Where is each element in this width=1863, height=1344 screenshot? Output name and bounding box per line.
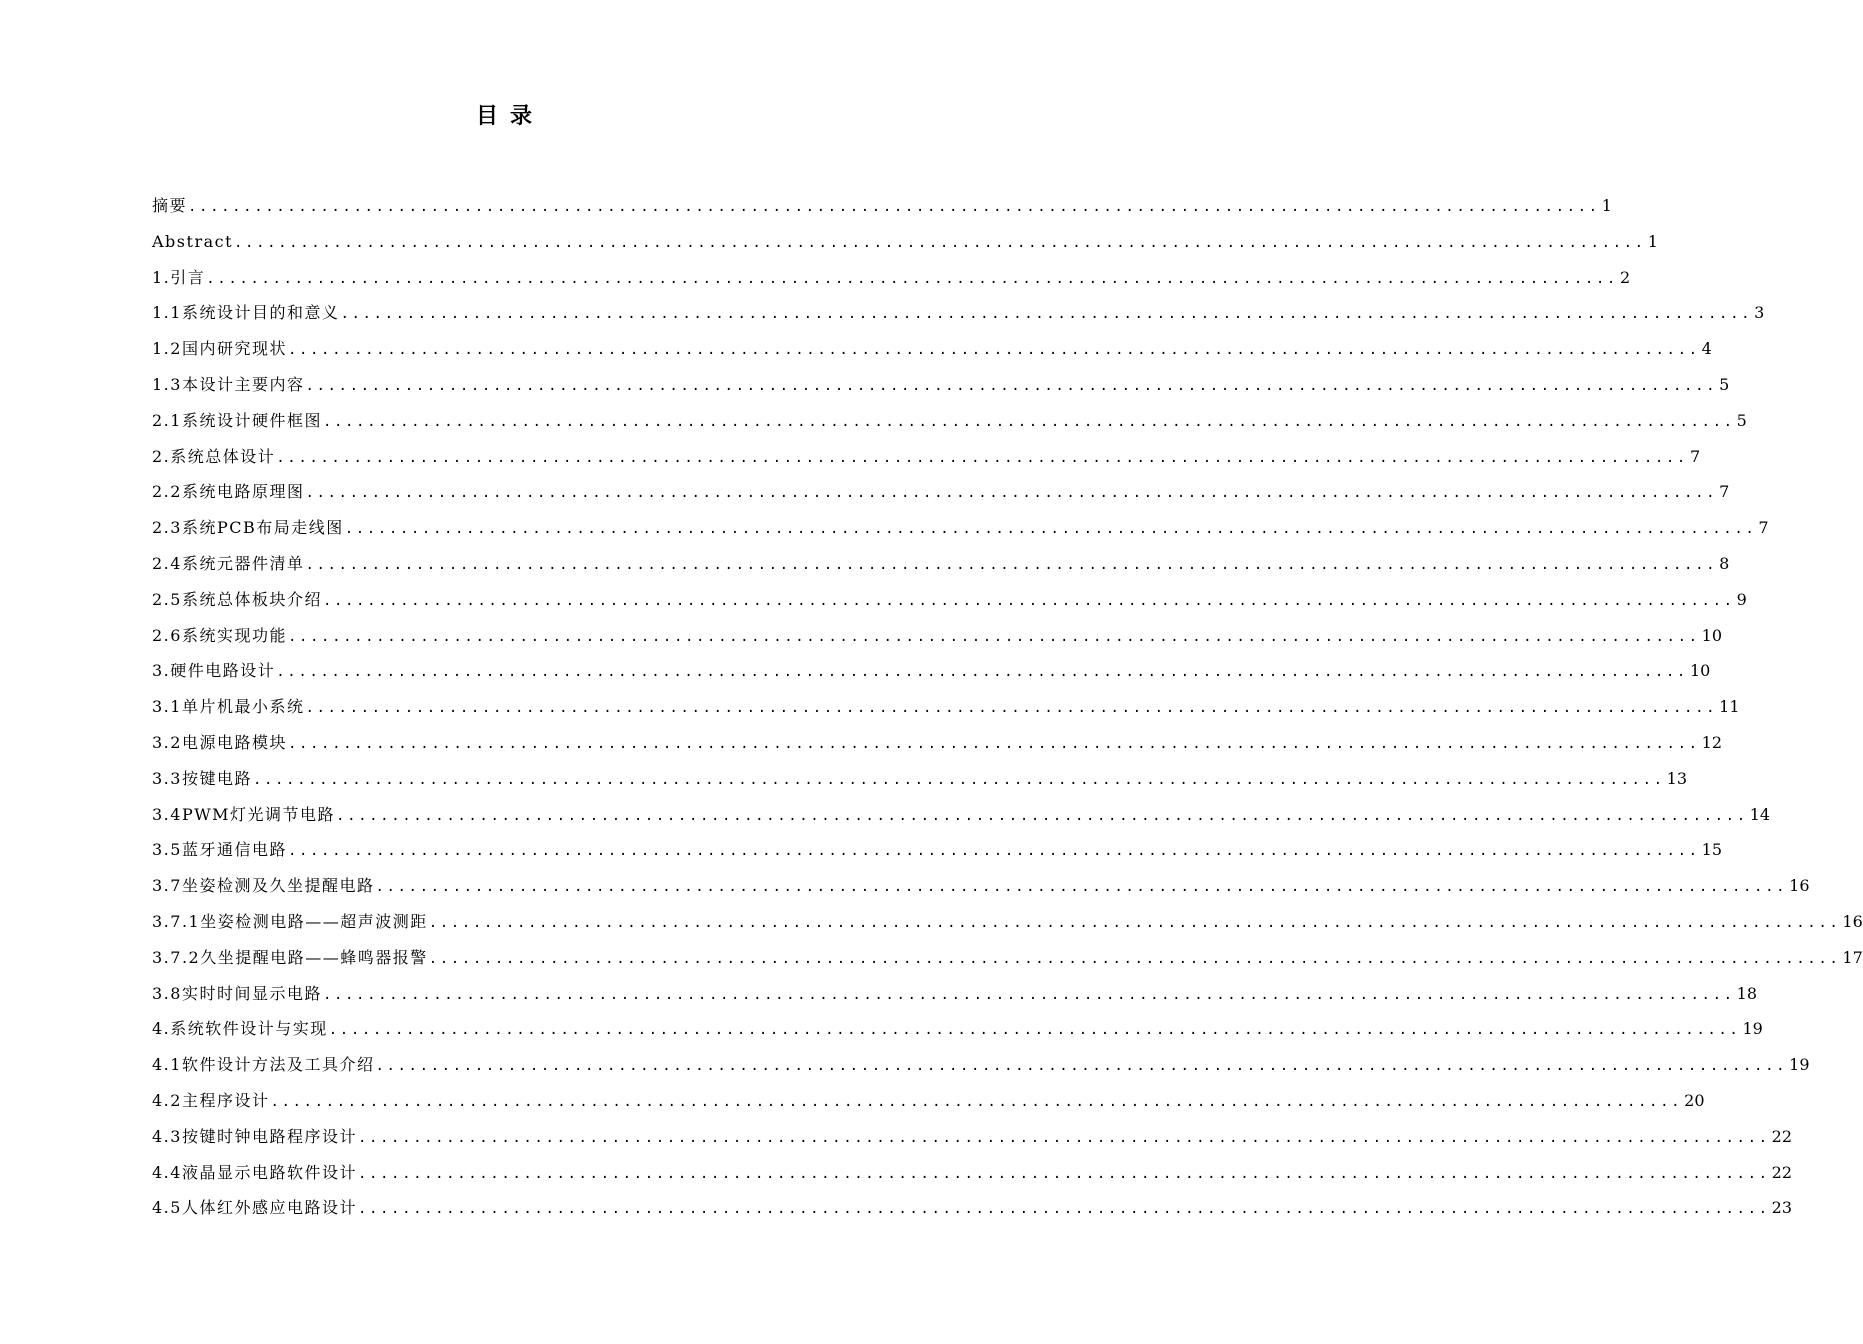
toc-dot-leader: ................................................................................................................................: [252, 771, 1665, 788]
toc-entry-label: 4.1软件设计方法及工具介绍: [152, 1055, 375, 1075]
toc-entry[interactable]: [152, 367, 1730, 403]
toc-entry[interactable]: [152, 403, 1747, 439]
toc-entry-label: 4.3按键时钟电路程序设计: [152, 1126, 357, 1146]
toc-entry-page-number: 22: [1771, 1162, 1792, 1182]
toc-entry-page-number: 4: [1701, 339, 1712, 359]
toc-list: [152, 188, 1863, 1226]
toc-dot-leader: ................................................................................................................................: [340, 306, 1753, 323]
toc-entry[interactable]: [152, 653, 1711, 689]
toc-entry-page-number: 18: [1736, 983, 1757, 1003]
toc-dot-leader: ................................................................................................................................: [270, 1093, 1683, 1110]
toc-entry-page-number: 15: [1701, 840, 1722, 860]
toc-dot-leader: ................................................................................................................................: [428, 950, 1841, 967]
toc-entry-page-number: 2: [1619, 267, 1631, 287]
toc-entry-page-number: 17: [1842, 947, 1863, 967]
toc-entry-label: 2.3系统PCB布局走线图: [152, 518, 344, 538]
toc-entry-label: 3.8实时时间显示电路: [152, 983, 322, 1003]
toc-entry-page-number: 19: [1742, 1019, 1763, 1039]
toc-entry-page-number: 16: [1842, 911, 1863, 931]
toc-entry-label: 1.3本设计主要内容: [152, 374, 305, 394]
toc-dot-leader: ................................................................................................................................: [305, 700, 1718, 717]
toc-entry-label: 3.7.1坐姿检测电路——超声波测距: [152, 911, 428, 931]
toc-dot-leader: ................................................................................................................................: [344, 521, 1757, 538]
toc-entry-label: 2.5系统总体板块介绍: [152, 589, 322, 609]
toc-dot-leader: ................................................................................................................................: [375, 879, 1788, 896]
toc-title: 目录: [475, 103, 544, 129]
toc-entry[interactable]: [152, 761, 1687, 797]
toc-entry[interactable]: [152, 582, 1747, 618]
toc-entry[interactable]: [152, 725, 1722, 761]
toc-entry-page-number: 11: [1719, 697, 1740, 717]
toc-entry[interactable]: [152, 689, 1740, 725]
toc-entry[interactable]: [152, 510, 1769, 546]
toc-entry-label: 2.1系统设计硬件框图: [152, 410, 322, 430]
toc-entry-label: 2.6系统实现功能: [152, 625, 287, 645]
toc-entry-page-number: 20: [1684, 1090, 1705, 1110]
toc-entry-page-number: 7: [1719, 482, 1730, 502]
toc-entry[interactable]: [152, 1190, 1792, 1226]
toc-entry-page-number: 13: [1666, 768, 1687, 788]
toc-entry-page-number: 9: [1736, 589, 1747, 609]
toc-entry[interactable]: [152, 439, 1701, 475]
toc-dot-leader: ................................................................................................................................: [276, 449, 1688, 466]
toc-dot-leader: ................................................................................................................................: [375, 1058, 1788, 1075]
toc-entry[interactable]: [152, 1155, 1792, 1191]
toc-entry-page-number: 23: [1771, 1198, 1792, 1218]
toc-dot-leader: ................................................................................................................................: [206, 270, 1618, 287]
toc-dot-leader: ................................................................................................................................: [336, 807, 1748, 824]
toc-entry-page-number: 12: [1701, 732, 1722, 752]
toc-entry-page-number: 5: [1719, 374, 1730, 394]
toc-entry-page-number: 8: [1719, 553, 1730, 573]
toc-dot-leader: ................................................................................................................................: [322, 986, 1735, 1003]
toc-entry-label: 4.系统软件设计与实现: [152, 1019, 328, 1039]
toc-entry-label: 4.2主程序设计: [152, 1090, 270, 1110]
toc-dot-leader: ................................................................................................................................: [357, 1129, 1770, 1146]
toc-entry[interactable]: [152, 331, 1712, 367]
toc-entry-label: 3.2电源电路模块: [152, 732, 287, 752]
toc-entry-page-number: 22: [1771, 1126, 1792, 1146]
toc-entry-page-number: 19: [1789, 1055, 1810, 1075]
toc-dot-leader: ................................................................................................................................: [428, 914, 1841, 931]
toc-entry-page-number: 1: [1647, 231, 1658, 251]
toc-dot-leader: ................................................................................................................................: [357, 1165, 1770, 1182]
toc-dot-leader: ................................................................................................................................: [287, 843, 1700, 860]
toc-entry-label: 3.硬件电路设计: [152, 661, 276, 681]
toc-entry[interactable]: [152, 224, 1658, 260]
toc-entry-label: 2.2系统电路原理图: [152, 482, 305, 502]
toc-entry-label: 2.4系统元器件清单: [152, 553, 305, 573]
toc-entry-page-number: 3: [1754, 303, 1765, 323]
toc-entry-label: Abstract: [152, 231, 234, 251]
toc-entry[interactable]: [152, 618, 1722, 654]
toc-entry-label: 1.2国内研究现状: [152, 339, 287, 359]
toc-entry[interactable]: [152, 832, 1722, 868]
toc-entry-label: 3.7坐姿检测及久坐提醒电路: [152, 876, 375, 896]
toc-entry-page-number: 7: [1758, 518, 1769, 538]
toc-entry-page-number: 16: [1789, 876, 1810, 896]
toc-entry-label: 1.引言: [152, 267, 206, 287]
toc-entry[interactable]: [152, 940, 1863, 976]
toc-entry-page-number: 10: [1701, 625, 1722, 645]
toc-entry-page-number: 5: [1736, 410, 1747, 430]
toc-dot-leader: ................................................................................................................................: [305, 377, 1718, 394]
toc-dot-leader: ................................................................................................................................: [287, 628, 1700, 645]
toc-dot-leader: ................................................................................................................................: [328, 1022, 1741, 1039]
toc-entry[interactable]: [152, 295, 1765, 331]
toc-entry-label: 4.5人体红外感应电路设计: [152, 1198, 357, 1218]
toc-entry[interactable]: [152, 474, 1730, 510]
toc-entry-label: 3.1单片机最小系统: [152, 697, 305, 717]
toc-entry[interactable]: [152, 797, 1771, 833]
toc-entry-page-number: 14: [1749, 804, 1771, 824]
toc-entry-label: 摘要: [152, 196, 188, 215]
toc-dot-leader: ................................................................................................................................: [322, 413, 1735, 430]
toc-entry-page-number: 10: [1689, 661, 1711, 681]
toc-entry-label: 1.1系统设计目的和意义: [152, 303, 340, 323]
toc-entry[interactable]: [152, 868, 1810, 904]
toc-entry[interactable]: [152, 546, 1730, 582]
toc-entry-label: 3.5蓝牙通信电路: [152, 840, 287, 860]
toc-entry-page-number: 1: [1601, 196, 1612, 215]
toc-entry[interactable]: [152, 188, 1612, 224]
toc-entry[interactable]: [152, 976, 1757, 1012]
toc-dot-leader: ................................................................................................................................: [305, 485, 1718, 502]
toc-entry-label: 3.7.2久坐提醒电路——蜂鸣器报警: [152, 947, 428, 967]
toc-dot-leader: ................................................................................................................................: [287, 735, 1700, 752]
toc-dot-leader: ................................................................................................................................: [357, 1201, 1770, 1218]
toc-dot-leader: ................................................................................................................................: [287, 342, 1700, 359]
toc-entry-label: 3.3按键电路: [152, 768, 252, 788]
toc-entry-label: 4.4液晶显示电路软件设计: [152, 1162, 357, 1182]
toc-entry[interactable]: [152, 1119, 1792, 1155]
toc-entry[interactable]: [152, 1047, 1810, 1083]
toc-entry-page-number: 7: [1689, 446, 1701, 466]
toc-dot-leader: ................................................................................................................................: [234, 234, 1646, 251]
toc-entry[interactable]: [152, 1083, 1705, 1119]
toc-entry[interactable]: [152, 1011, 1763, 1047]
toc-entry-label: 2.系统总体设计: [152, 446, 276, 466]
toc-dot-leader: ................................................................................................................................: [188, 199, 1600, 215]
toc-entry[interactable]: [152, 260, 1631, 296]
toc-entry[interactable]: [152, 904, 1863, 940]
toc-dot-leader: ................................................................................................................................: [322, 592, 1735, 609]
toc-entry-label: 3.4PWM灯光调节电路: [152, 804, 336, 824]
toc-dot-leader: ................................................................................................................................: [276, 664, 1688, 681]
toc-dot-leader: ................................................................................................................................: [305, 556, 1718, 573]
